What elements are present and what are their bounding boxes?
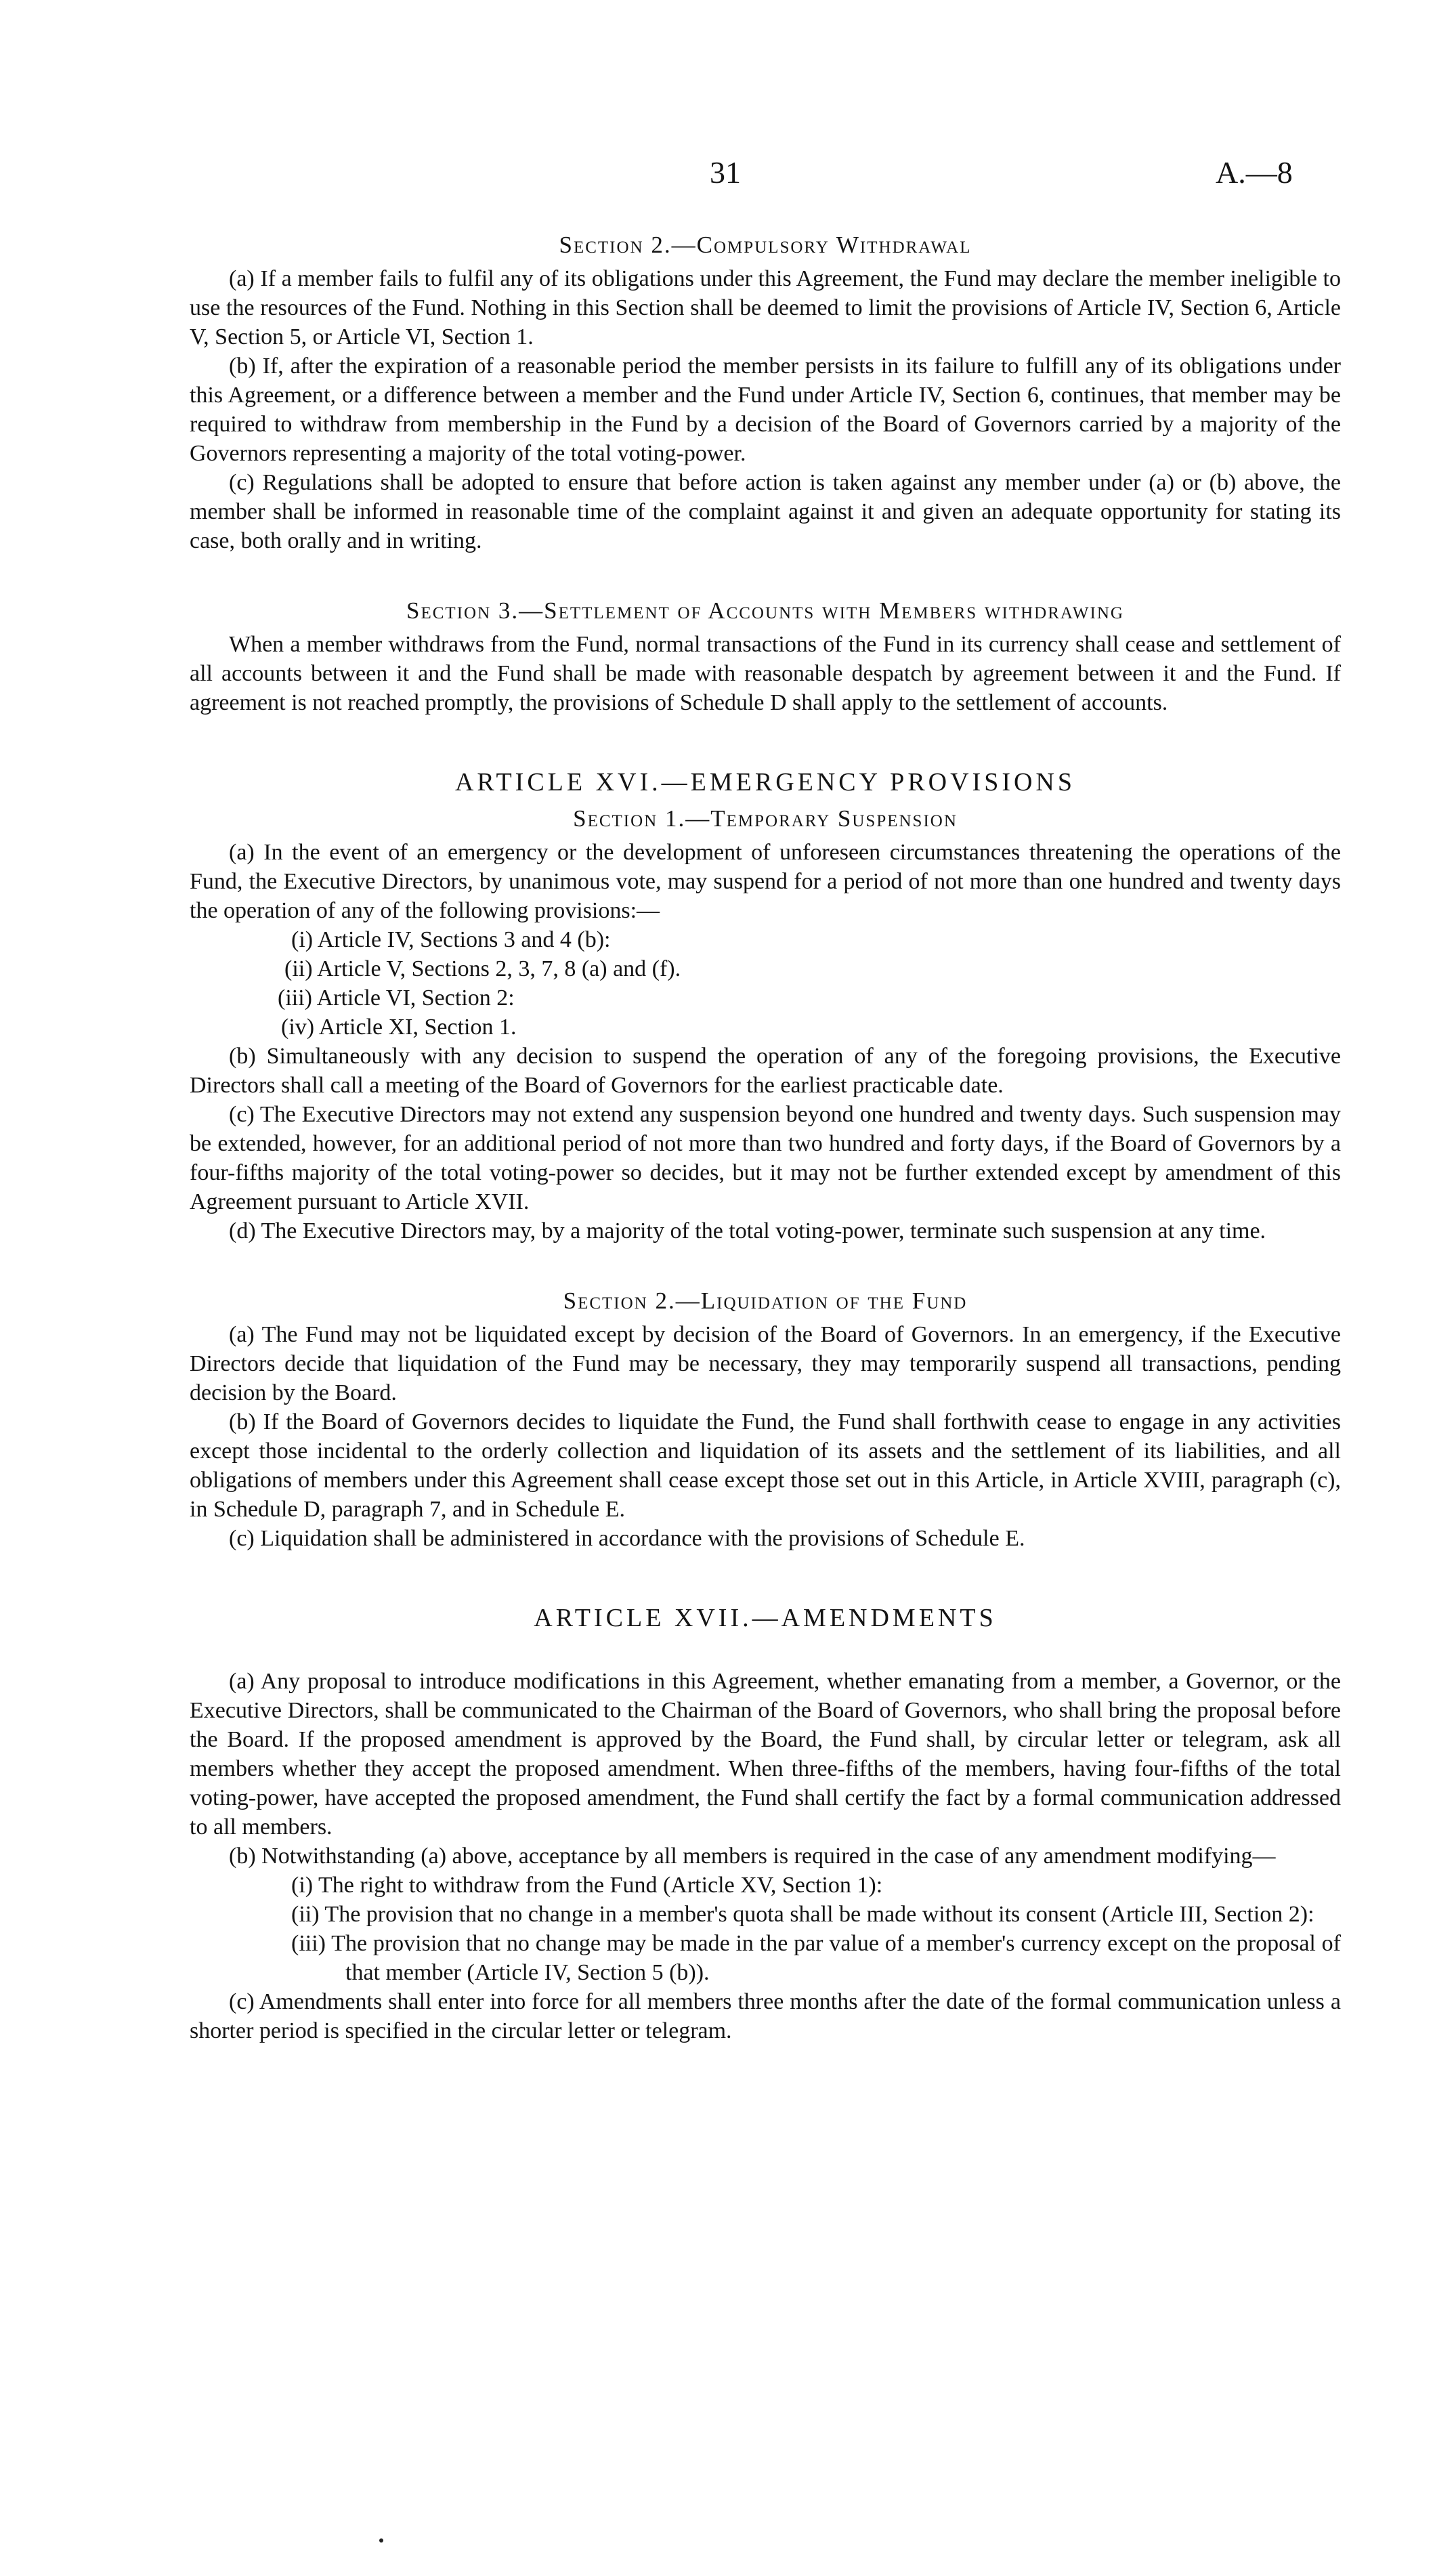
ink-speck [379, 2538, 383, 2543]
list-item: (ii) Article V, Sections 2, 3, 7, 8 (a) and (f). [284, 956, 681, 981]
paragraph: (b) If the Board of Governors decides to liquidate the Fund, the Fund shall forthwith cease to engage in any activities except those incidental to the orderly collection and liquidation of its assets and the settlement of its liabilities, and all obligations of members under this Agreement shall cease except those set out in this Article, in Article XVIII, paragraph (c), in Schedule D, paragraph 7, and in Schedule E. [190, 1409, 1341, 1522]
section-heading: Section 1.—Temporary Suspension [573, 805, 958, 832]
paragraph: (d) The Executive Directors may, by a majority of the total voting-power, terminate such suspension at any time. [229, 1218, 1266, 1243]
paragraph: (a) The Fund may not be liquidated except by decision of the Board of Governors. In an emergency, if the Executive Directors decide that liquidation of the Fund may be necessary, they may temporarily suspend all transactions, pending decision by the Board. [190, 1322, 1341, 1405]
paragraph: (b) Notwithstanding (a) above, acceptance by all members is required in the case of any amendment modifying— [229, 1844, 1276, 1869]
paragraph: (c) Amendments shall enter into force for all members three months after the date of the formal communication unless a shorter period is specified in the circular letter or telegram. [190, 1989, 1341, 2043]
paragraph: (a) If a member fails to fulfil any of its obligations under this Agreement, the Fund may declare the member ineligible to use the resources of the Fund. Nothing in this Section shall be deemed to limit the provisions of Article IV, Section 6, Article V, Section 5, or Article VI, Section 1. [190, 266, 1341, 349]
paragraph: (a) Any proposal to introduce modifications in this Agreement, whether emanating from a member, a Governor, or the Executive Directors, shall be communicated to the Chairman of the Board of Governors, who shall bring the proposal before the Board. If the proposed amendment is approved by the Board, the Fund shall, by circular letter or telegram, ask all members whether they accept the proposed amendment. When three-fifths of the members, having four-fifths of the total voting-power, have accepted the proposed amendment, the Fund shall certify the fact by a formal communication addressed to all members. [190, 1669, 1341, 1839]
page-header [0, 154, 1456, 195]
article-heading: ARTICLE XVII.—AMENDMENTS [534, 1604, 997, 1632]
list-item: (iii) The provision that no change may be made in the par value of a member's currency except on the proposal of that member (Article IV, Section 5 (b)). [291, 1931, 1341, 1985]
list-item: (i) Article IV, Sections 3 and 4 (b): [291, 927, 611, 952]
page-number: 31 [710, 155, 741, 190]
paragraph: (b) If, after the expiration of a reasonable period the member persists in its failure to fulfill any of its obligations under this Agreement, or a difference between a member and the Fund under Article IV, Section 6, continues, that member may be required to withdraw from membership in the Fund by a decision of the Board of Governors carried by a majority of the Governors representing a majority of the total voting-power. [190, 354, 1341, 466]
paragraph: (c) The Executive Directors may not extend any suspension beyond one hundred and twenty days. Such suspension may be extended, however, for an additional period of not more than two hundred and forty days, if the Board of Governors by a four-fifths majority of the total voting-power so decides, but it may not be further extended except by amendment of this Agreement pursuant to Article XVII. [190, 1102, 1341, 1214]
paragraph: (b) Simultaneously with any decision to suspend the operation of any of the foregoing provisions, the Executive Directors shall call a meeting of the Board of Governors for the earliest practicable date. [190, 1044, 1341, 1098]
list-item: (i) The right to withdraw from the Fund (Article XV, Section 1): [291, 1873, 883, 1898]
paragraph: (a) In the event of an emergency or the development of unforeseen circumstances threatening the operations of the Fund, the Executive Directors, by unanimous vote, may suspend for a period of not more than one hundred and twenty days the operation of any of the following provisions:— [190, 840, 1341, 923]
paragraph: (c) Regulations shall be adopted to ensure that before action is taken against any member under (a) or (b) above, the member shall be informed in reasonable time of the complaint against it and given an adequate opportunity for stating its case, both orally and in writing. [190, 470, 1341, 553]
section-heading: Section 2.—Liquidation of the Fund [563, 1288, 968, 1314]
article-heading: ARTICLE XVI.—EMERGENCY PROVISIONS [454, 768, 1076, 796]
document-reference: A.—8 [1216, 155, 1293, 190]
section-heading: Section 3.—Settlement of Accounts with Members withdrawing [406, 597, 1124, 624]
paragraph: (c) Liquidation shall be administered in accordance with the provisions of Schedule E. [229, 1526, 1025, 1551]
list-item: (iv) Article XI, Section 1. [281, 1015, 517, 1040]
paragraph: When a member withdraws from the Fund, normal transactions of the Fund in its currency shall cease and settlement of all accounts between it and the Fund shall be made with reasonable despatch by agreement between it and the Fund. If agreement is not reached promptly, the provisions of Schedule D shall apply to the settlement of accounts. [190, 632, 1341, 715]
list-item: (iii) Article VI, Section 2: [278, 985, 515, 1011]
section-heading: Section 2.—Compulsory Withdrawal [559, 232, 972, 258]
text-column [190, 230, 1341, 2045]
list-item: (ii) The provision that no change in a member's quota shall be made without its consent (Article III, Section 2): [291, 1902, 1314, 1927]
